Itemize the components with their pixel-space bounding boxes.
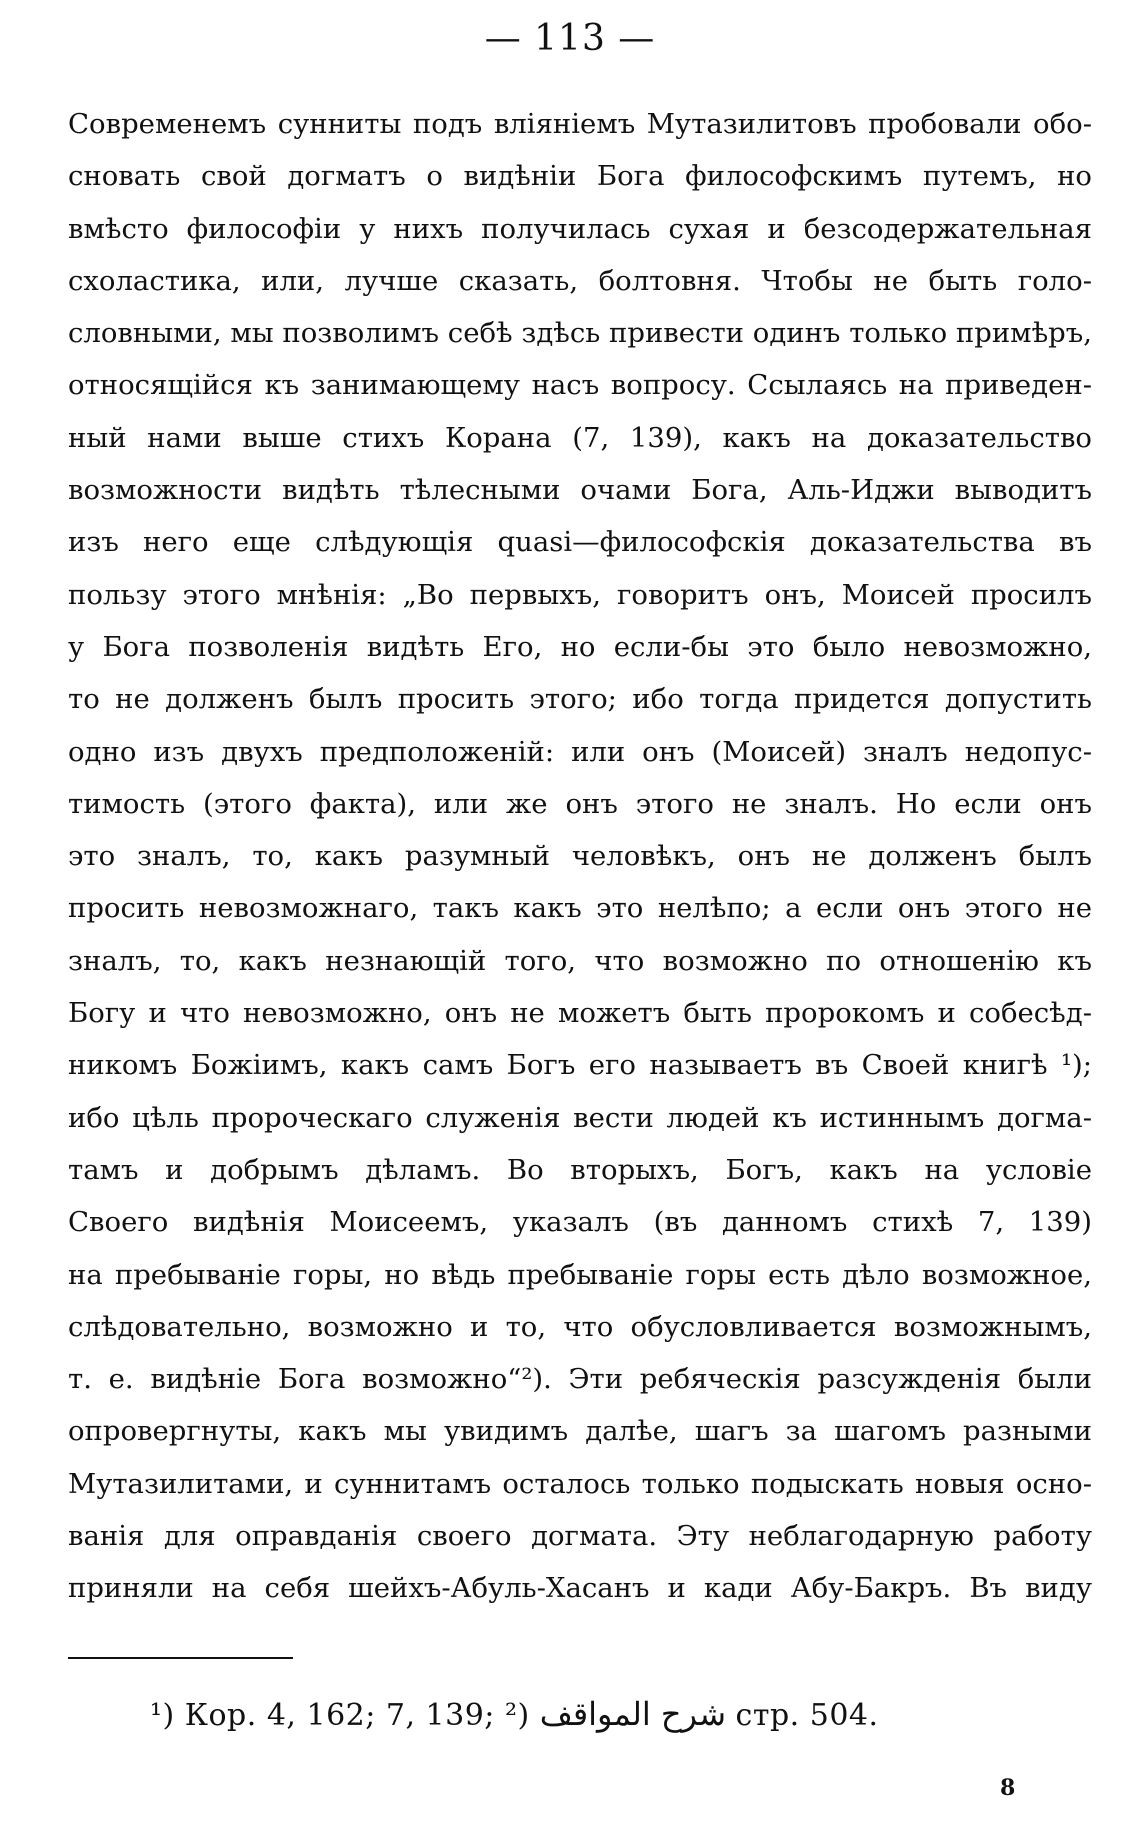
text-line: Современемъ сунниты подъ вліяніемъ Мутазилитовъ пробовали обо- — [68, 108, 1092, 140]
signature-mark: 8 — [1000, 1775, 1016, 1801]
text-line: это зналъ, то, какъ разумный человѣкъ, онъ не долженъ былъ — [68, 840, 1092, 873]
text-line: относящійся къ занимающему насъ вопросу. Ссылаясь на приведен- — [68, 369, 1092, 402]
body-text — [68, 98, 1092, 1615]
text-line: никомъ Божіимъ, какъ самъ Богъ его называетъ въ Своей книгѣ ¹); — [68, 1049, 1092, 1082]
text-line: Богу и что невозможно, онъ не можетъ быть пророкомъ и собесѣд- — [68, 997, 1092, 1030]
text-line: ибо цѣль пророческаго служенія вести людей къ истиннымъ догма- — [68, 1101, 1092, 1134]
footnote-divider — [68, 1657, 293, 1659]
text-line: одно изъ двухъ предположеній: или онъ (Моисей) зналъ недопус- — [68, 735, 1092, 768]
footnote-marker-2: ²) — [504, 1698, 530, 1733]
text-line: Своего видѣнія Моисеемъ, указалъ (въ данномъ стихѣ 7, 139) — [68, 1206, 1092, 1239]
text-line: сновать свой догматъ о видѣніи Бога философскимъ путемъ, но — [68, 160, 1092, 193]
text-line: Мутазилитами, и суннитамъ осталось только подыскать новыя осно- — [68, 1467, 1092, 1500]
text-line: изъ него еще слѣдующія quasi—философскія доказательства въ — [68, 526, 1092, 559]
text-line: приняли на себя шейхъ-Абуль-Хасанъ и кади Абу-Бакръ. Въ виду — [68, 1572, 1092, 1605]
text-line: опровергнуты, какъ мы увидимъ далѣе, шагъ за шагомъ разными — [68, 1415, 1092, 1448]
text-line: ванія для оправданія своего догмата. Эту неблагодарную работу — [68, 1520, 1092, 1553]
text-line: слѣдовательно, возможно и то, что обусловливается возможнымъ, — [68, 1310, 1092, 1343]
text-line: зналъ, то, какъ незнающій того, что возможно по отношенію къ — [68, 944, 1092, 977]
text-line: вмѣсто философіи у нихъ получилась сухая и безсодержательная — [68, 212, 1092, 245]
text-line: схоластика, или, лучше сказать, болтовня. Чтобы не быть голо- — [68, 264, 1092, 297]
text-line: тимость (этого факта), или же онъ этого не зналъ. Но если онъ — [68, 787, 1092, 820]
text-line: т. е. видѣніе Бога возможно“²). Эти ребяческія разсужденія были — [68, 1363, 1092, 1396]
page-number-header: — 113 — — [484, 18, 656, 59]
text-line: тамъ и добрымъ дѣламъ. Во вторыхъ, Богъ, какъ на условіе — [68, 1153, 1092, 1186]
footnote-arabic-title: شرح المواقف — [539, 1695, 727, 1733]
text-line: у Бога позволенія видѣть Его, но если-бы это было невозможно, — [68, 630, 1092, 663]
footnote-marker-1: ¹) — [150, 1698, 175, 1733]
text-line: словными, мы позволимъ себѣ здѣсь привести одинъ только примѣръ, — [68, 317, 1092, 350]
footnote-text-1: Кор. 4, 162; 7, 139; — [174, 1698, 505, 1733]
footnotes — [150, 1695, 879, 1733]
text-line: просить невозможнаго, такъ какъ это нелѣпо; а если онъ этого не — [68, 892, 1092, 925]
text-line: пользу этого мнѣнія: „Во первыхъ, говоритъ онъ, Моисей просилъ — [68, 578, 1092, 611]
text-line: на пребываніе горы, но вѣдь пребываніе горы есть дѣло возможное, — [68, 1258, 1092, 1291]
text-line: то не долженъ былъ просить этого; ибо тогда придется допустить — [68, 683, 1092, 716]
text-line: возможности видѣть тѣлесными очами Бога, Аль-Иджи выводитъ — [68, 474, 1092, 507]
text-line: ный нами выше стихъ Корана (7, 139), какъ на доказательство — [68, 421, 1092, 454]
footnote-text-2: стр. 504. — [726, 1698, 879, 1733]
